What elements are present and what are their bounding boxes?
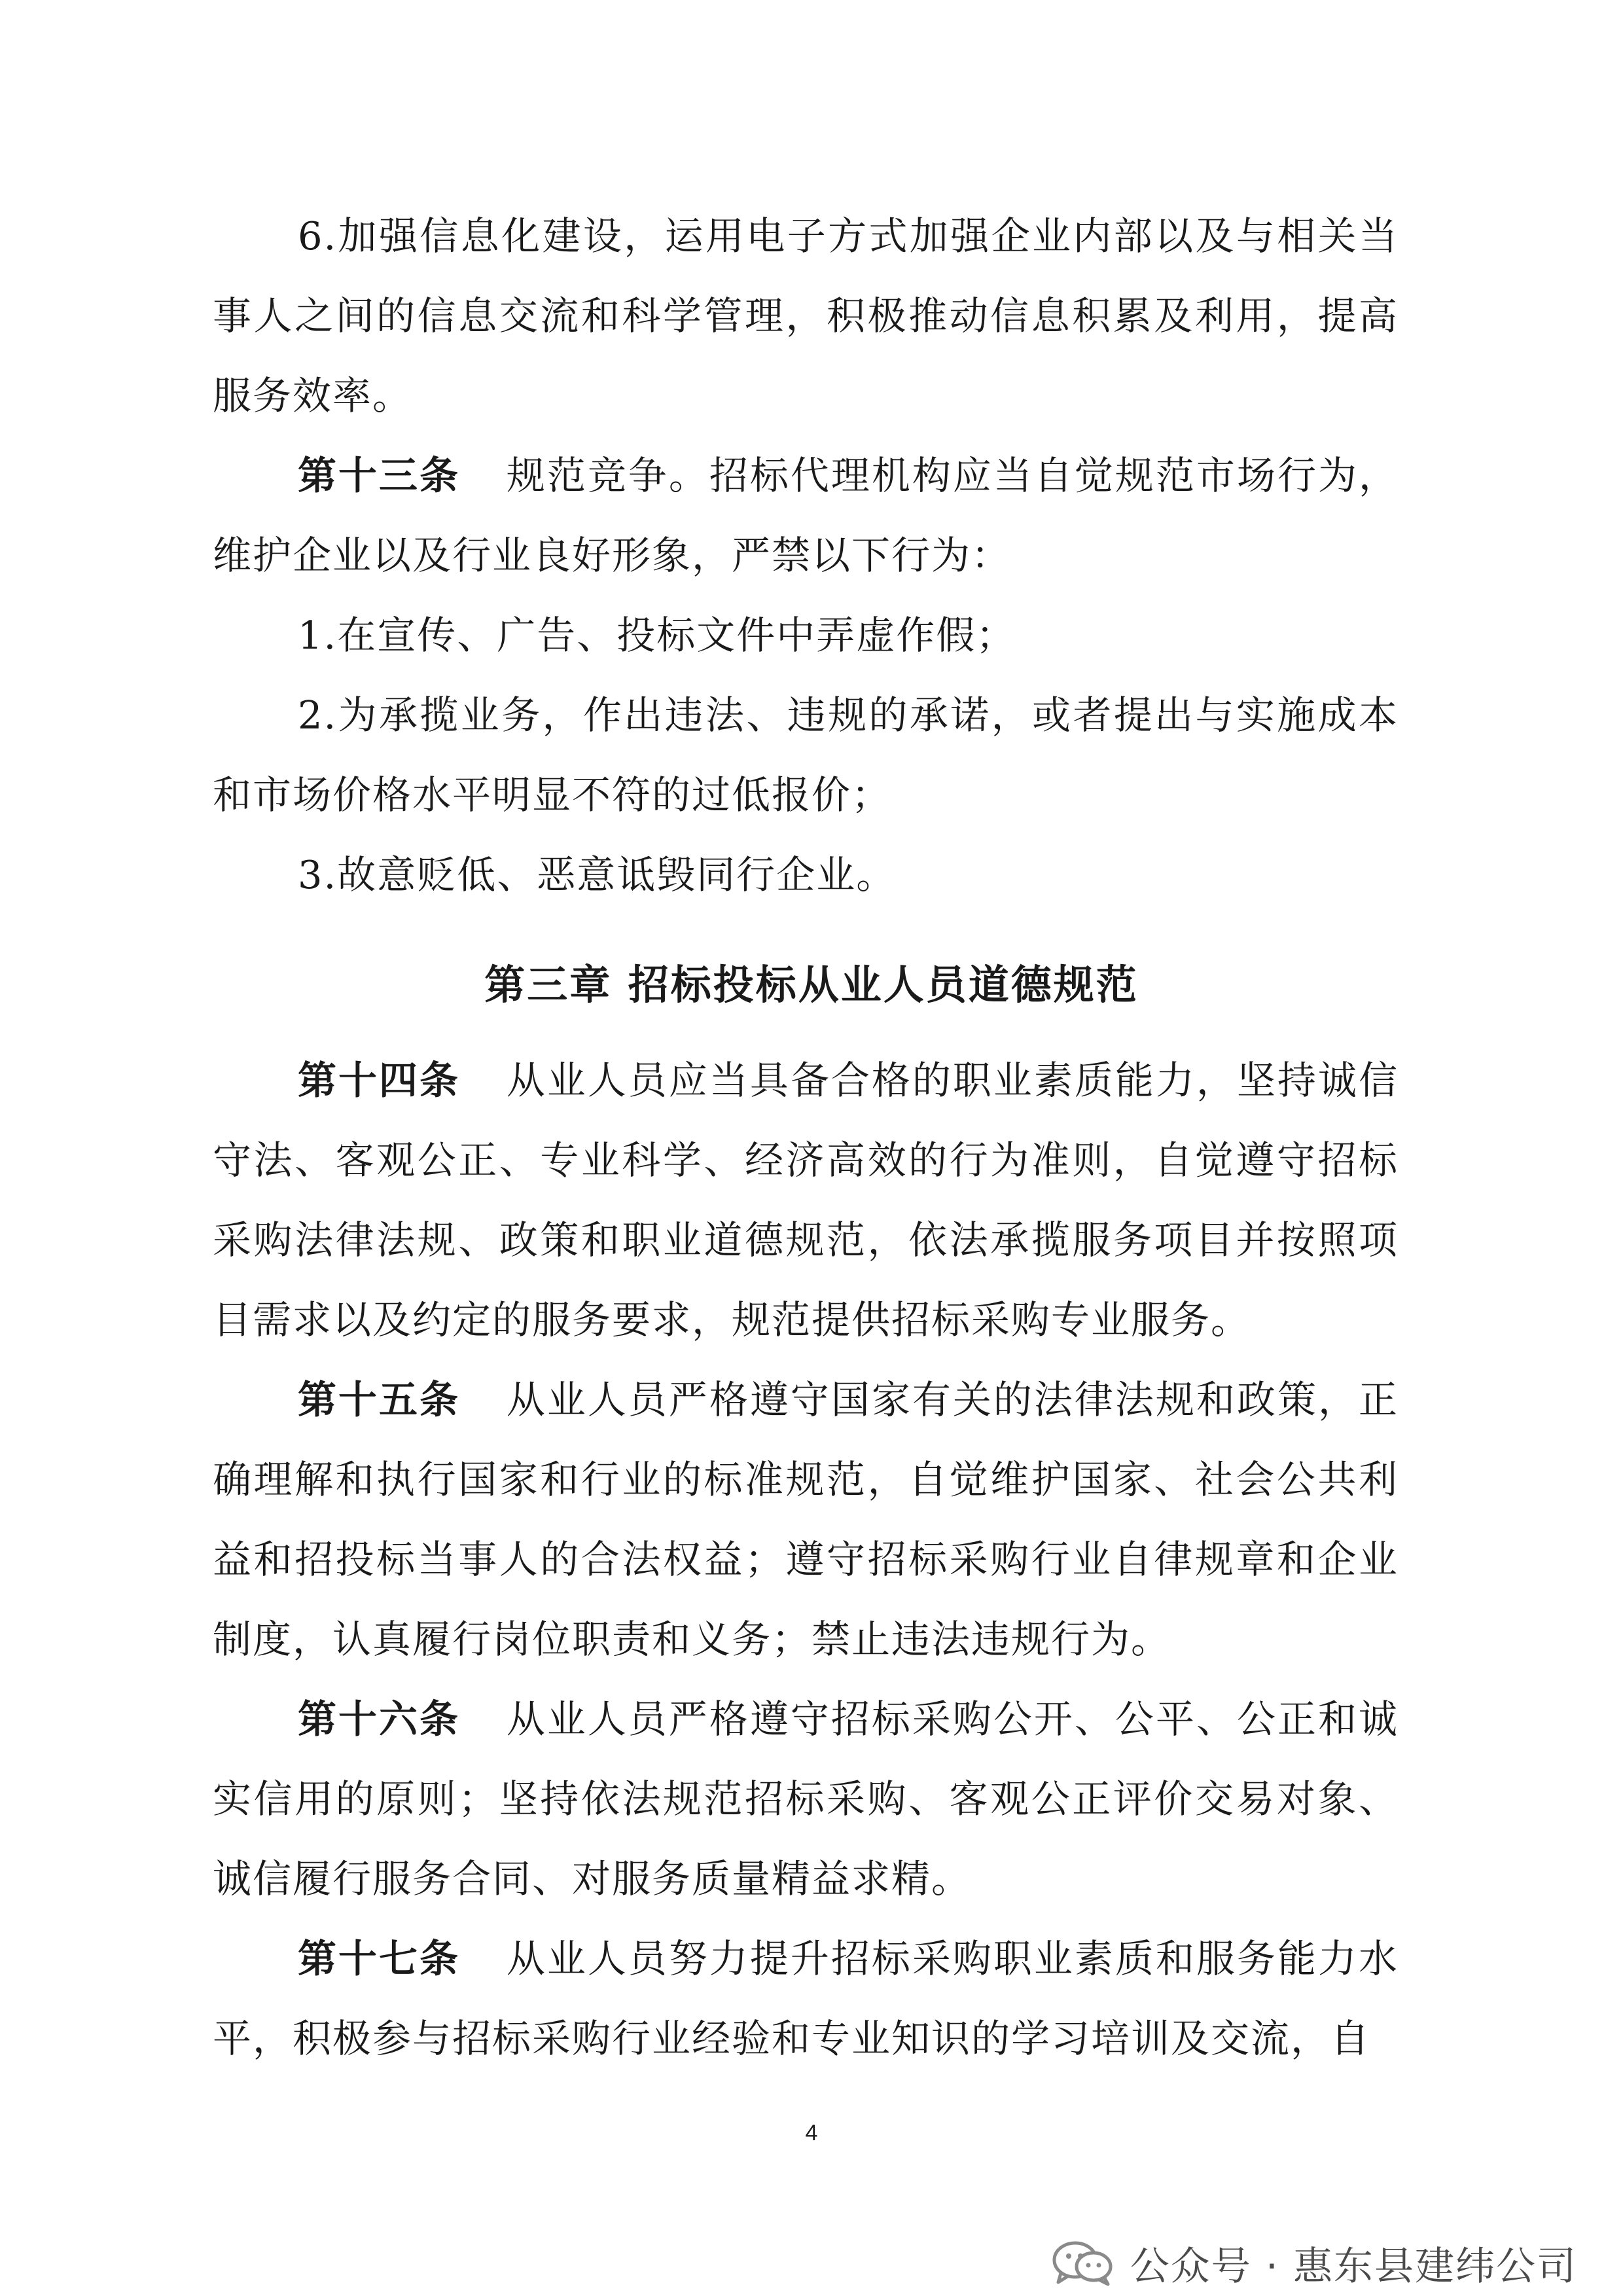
watermark bbox=[1052, 2235, 1577, 2291]
list-item-text: 1.在宣传、广告、投标文件中弄虚作假； bbox=[298, 613, 1016, 658]
page-number: 4 bbox=[805, 2121, 818, 2145]
article-text: 从业人员应当具备合格的职业素质能力，坚持诚信守法、客观公正、专业科学、经济高效的行为准则，自觉遵守招标采购法律法规、政策和职业道德规范，依法承揽服务项目并按照项目需求以及约定的服务要求，规范提供招标采购专业服务。 bbox=[213, 1058, 1399, 1342]
article-15 bbox=[213, 1360, 1399, 1679]
article-heading: 第十三条 bbox=[298, 453, 461, 498]
article-text: 从业人员严格遵守招标采购公开、公平、公正和诚实信用的原则；坚持依法规范招标采购、客观公正评价交易对象、诚信履行服务合同、对服务质量精益求精。 bbox=[213, 1696, 1399, 1901]
article-17 bbox=[213, 1919, 1399, 2079]
article-text: 规范竞争。招标代理机构应当自觉规范市场行为，维护企业以及行业良好形象，严禁以下行为： bbox=[213, 453, 1399, 578]
article-heading: 第十四条 bbox=[298, 1058, 461, 1103]
article-14 bbox=[213, 1041, 1399, 1360]
list-item-3 bbox=[213, 835, 1399, 915]
list-item-1 bbox=[213, 596, 1399, 675]
list-item-text: 2.为承揽业务，作出违法、违规的承诺，或者提出与实施成本和市场价格水平明显不符的过低报价； bbox=[213, 692, 1399, 817]
list-item-2 bbox=[213, 675, 1399, 835]
article-heading: 第十七条 bbox=[298, 1936, 461, 1981]
paragraph-text: 6.加强信息化建设，运用电子方式加强企业内部以及与相关当事人之间的信息交流和科学管理，积极推动信息积累及利用，提高服务效率。 bbox=[213, 213, 1399, 418]
list-item-text: 3.故意贬低、恶意诋毁同行企业。 bbox=[298, 852, 897, 897]
paragraph-item-6 bbox=[213, 196, 1399, 436]
watermark-text: 公众号 · 惠东县建纬公司 bbox=[1130, 2244, 1577, 2289]
article-text: 从业人员严格遵守国家有关的法律法规和政策，正确理解和执行国家和行业的标准规范，自觉维护国家、社会公共利益和招投标当事人的合法权益；遵守招标采购行业自律规章和企业制度，认真履行岗位职责和义务；禁止违法违规行为。 bbox=[213, 1377, 1399, 1662]
chapter-title: 第三章 招标投标从业人员道德规范 bbox=[484, 961, 1139, 1009]
article-heading: 第十五条 bbox=[298, 1377, 461, 1422]
article-13 bbox=[213, 436, 1399, 596]
article-text: 从业人员努力提升招标采购职业素质和服务能力水平，积极参与招标采购行业经验和专业知识的学习培训及交流，自 bbox=[213, 1936, 1399, 2061]
wechat-icon bbox=[1052, 2240, 1115, 2286]
article-heading: 第十六条 bbox=[298, 1696, 461, 1742]
article-16 bbox=[213, 1679, 1399, 1919]
